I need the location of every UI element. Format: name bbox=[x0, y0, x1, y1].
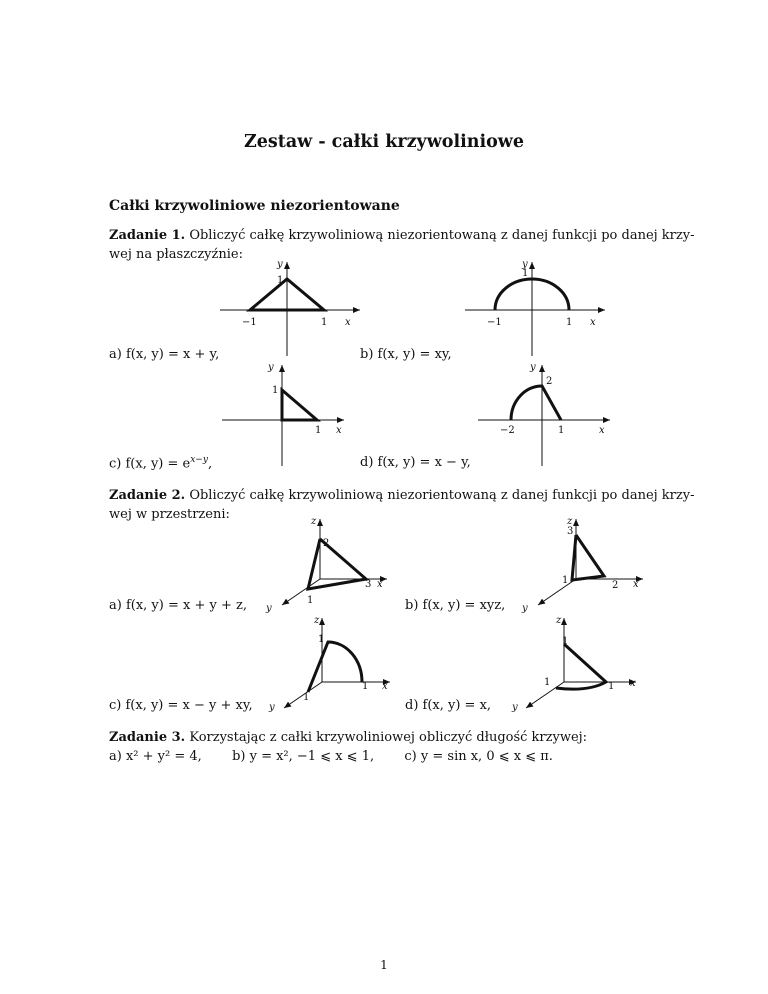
tick-y: 1 bbox=[562, 575, 569, 586]
z-axis-label: z bbox=[311, 516, 317, 527]
z-axis-label: z bbox=[314, 615, 320, 626]
tick-y: 1 bbox=[303, 692, 310, 703]
task1-b: b) f(x, y) = xy, bbox=[360, 347, 452, 362]
task1-d: d) f(x, y) = x − y, bbox=[360, 455, 471, 470]
task1-line2: wej na płaszczyźnie: bbox=[109, 247, 243, 262]
figure-1b bbox=[465, 258, 615, 358]
x-axis-label: x bbox=[345, 317, 351, 328]
task3-a: a) x² + y² = 4, bbox=[109, 749, 202, 764]
triangle-3d-curve bbox=[572, 535, 604, 580]
tick-y: 1 bbox=[277, 275, 284, 286]
tick-x-neg: −1 bbox=[487, 317, 502, 328]
task1-line1: Obliczyć całkę krzywoliniową niezorientowaną z danej funkcji po danej krzy- bbox=[189, 228, 695, 243]
tick-z: 1 bbox=[562, 636, 569, 647]
task1-label: Zadanie 1. bbox=[109, 228, 186, 243]
tick-x: 2 bbox=[612, 580, 619, 591]
y-axis-label: y bbox=[269, 702, 275, 713]
y-axis-label: y bbox=[266, 603, 272, 614]
x-axis-label: x bbox=[377, 579, 383, 590]
tick-z: 1 bbox=[318, 634, 325, 645]
figure-1c bbox=[222, 360, 352, 468]
tick-x: 1 bbox=[362, 681, 369, 692]
y-axis-label: y bbox=[522, 603, 528, 614]
tick-x-pos: 1 bbox=[558, 425, 565, 436]
x-axis-label: x bbox=[590, 317, 596, 328]
y-axis-label: y bbox=[277, 259, 283, 270]
tick-y: 1 bbox=[544, 677, 551, 688]
task3-items bbox=[109, 747, 553, 766]
task3-label: Zadanie 3. bbox=[109, 730, 186, 745]
x-axis-label: x bbox=[599, 425, 605, 436]
task2-b: b) f(x, y) = xyz, bbox=[405, 598, 506, 613]
task3-c: c) y = sin x, 0 ⩽ x ⩽ π. bbox=[404, 749, 553, 764]
task2-a: a) f(x, y) = x + y + z, bbox=[109, 598, 247, 613]
z-axis-label: z bbox=[567, 516, 573, 527]
arc-and-segment-curve bbox=[511, 386, 561, 420]
segment-and-arc-curve bbox=[308, 642, 362, 692]
task1-c-comma: , bbox=[207, 456, 213, 472]
tick-x-neg: −2 bbox=[500, 425, 515, 436]
task2-line2: wej w przestrzeni: bbox=[109, 507, 230, 522]
x-axis-label: x bbox=[633, 579, 639, 590]
figure-2d bbox=[506, 612, 646, 720]
task2-line1: Obliczyć całkę krzywoliniową niezorientowaną z danej funkcji po danej krzy- bbox=[189, 488, 695, 503]
z-axis-label: z bbox=[556, 615, 562, 626]
tick-x-pos: 1 bbox=[321, 317, 328, 328]
y-axis-label: y bbox=[512, 702, 518, 713]
page-number: 1 bbox=[380, 958, 388, 972]
y-axis-label: y bbox=[530, 362, 536, 373]
figure-2c bbox=[262, 612, 397, 720]
y-axis-label: y bbox=[522, 259, 528, 270]
task2-c: c) f(x, y) = x − y + xy, bbox=[109, 698, 253, 713]
task2-d: d) f(x, y) = x, bbox=[405, 698, 492, 713]
figure-1d bbox=[478, 360, 618, 468]
tick-x-pos: 1 bbox=[566, 317, 573, 328]
tick-z: 3 bbox=[567, 526, 574, 537]
tick-y: 1 bbox=[307, 595, 314, 606]
task3-b: b) y = x², −1 ⩽ x ⩽ 1, bbox=[232, 749, 375, 764]
task1-c bbox=[109, 455, 212, 471]
y-axis bbox=[538, 579, 576, 605]
x-axis-label: x bbox=[630, 678, 636, 689]
x-axis-label: x bbox=[382, 681, 388, 692]
task1-c-exponent: x−y bbox=[190, 455, 208, 465]
y-axis-label: y bbox=[268, 362, 274, 373]
x-axis-label: x bbox=[336, 425, 342, 436]
figure-2a bbox=[262, 513, 392, 618]
section-heading: Całki krzywoliniowe niezorientowane bbox=[109, 198, 400, 214]
task2-label: Zadanie 2. bbox=[109, 488, 186, 503]
task1-a: a) f(x, y) = x + y, bbox=[109, 347, 220, 362]
task1-c-base: c) f(x, y) = e bbox=[109, 456, 191, 472]
tick-y: 1 bbox=[272, 385, 279, 396]
y-axis bbox=[282, 579, 320, 605]
tick-y: 2 bbox=[546, 376, 553, 387]
tick-x-pos: 1 bbox=[315, 425, 322, 436]
right-triangle-curve bbox=[282, 390, 317, 420]
task3-text bbox=[109, 728, 587, 747]
tick-z: 2 bbox=[323, 538, 330, 549]
tick-x: 3 bbox=[365, 579, 372, 590]
figure-1a bbox=[220, 258, 370, 358]
tick-x: 1 bbox=[608, 681, 615, 692]
tick-y: 1 bbox=[522, 268, 529, 279]
figure-2b bbox=[518, 513, 648, 618]
page-title: Zestaw - całki krzywoliniowe bbox=[243, 132, 525, 152]
task3-line1: Korzystając z całki krzywoliniowej obliczyć długość krzywej: bbox=[189, 730, 588, 745]
tick-x-neg: −1 bbox=[242, 317, 257, 328]
